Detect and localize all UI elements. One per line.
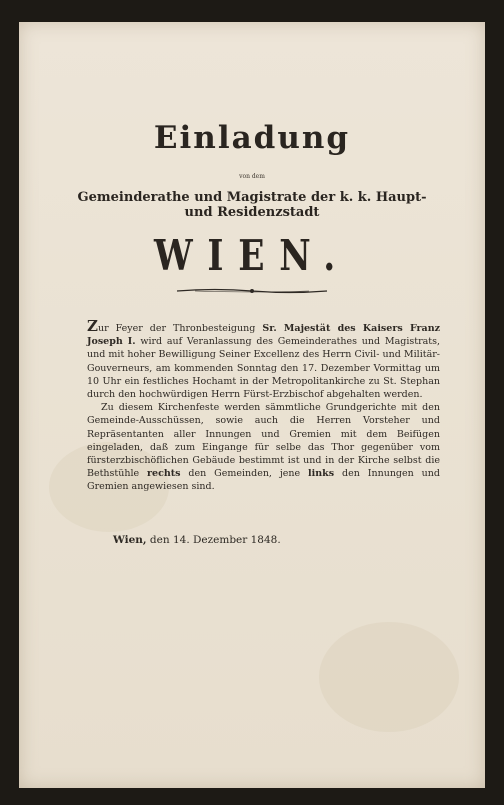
paragraph-2-part-2: den Gemeinden, jene [188,468,301,480]
body-text [87,317,440,494]
links-word: links [308,468,335,480]
paragraph-1-part-2: wird auf Veranlassung des Gemeinderathes und Magistrats, und mit hoher Bewilligung Seiner Excellenz des Herrn Civil- und Militär-Gouverneurs, am kommenden Sonntag den 17. Dezember Vormittag um 10 Uhr ein festliches Hochamt in der Metropolitankirche zu St. Stephan durch den hochwürdigen Herrn Fürst-Erzbischof abgehalten werden. [87,336,440,401]
paper-stain [319,622,459,732]
paragraph-2-part-1: Zu diesem Kirchenfeste werden sämmtliche Grundgerichte mit den Gemeinde-Ausschüssen, sowie auch die Herren Vorsteher und Repräsentanten aller Innungen und Gremien mit dem Beifügen eingeladen, daß zum Eingange für selbe das Thor gegenüber vom fürsterzbischöflichen Gebäude bestimmt ist und in der Kirche selbst die Bethstühle [87,402,440,480]
date-text: den 14. Dezember 1848. [149,534,281,546]
rechts-word: rechts [147,468,181,480]
council-line-1: Gemeinderathe und Magistrate der k. k. Haupt- [77,190,427,205]
paragraph-1 [87,317,440,401]
emperor-name: Sr. Majestät des Kaisers Franz Joseph I. [87,323,440,348]
document-title: Einladung [153,120,351,156]
from-line: von dem [239,173,265,180]
date-line [113,534,281,546]
paragraph-2 [87,401,440,493]
date-place: Wien, [113,534,147,546]
council-heading [19,190,485,220]
paragraph-2-part-3: den Innungen und Gremien angewiesen sind. [87,468,440,493]
city-heading: WIEN. [153,231,351,280]
paragraph-1-part-1: ur Feyer der Thronbesteigung [97,323,256,334]
drop-letter: Z [87,317,98,335]
ornament-rule [175,287,329,295]
council-line-2: und Residenzstadt [184,205,320,220]
poster-sheet [19,22,485,788]
